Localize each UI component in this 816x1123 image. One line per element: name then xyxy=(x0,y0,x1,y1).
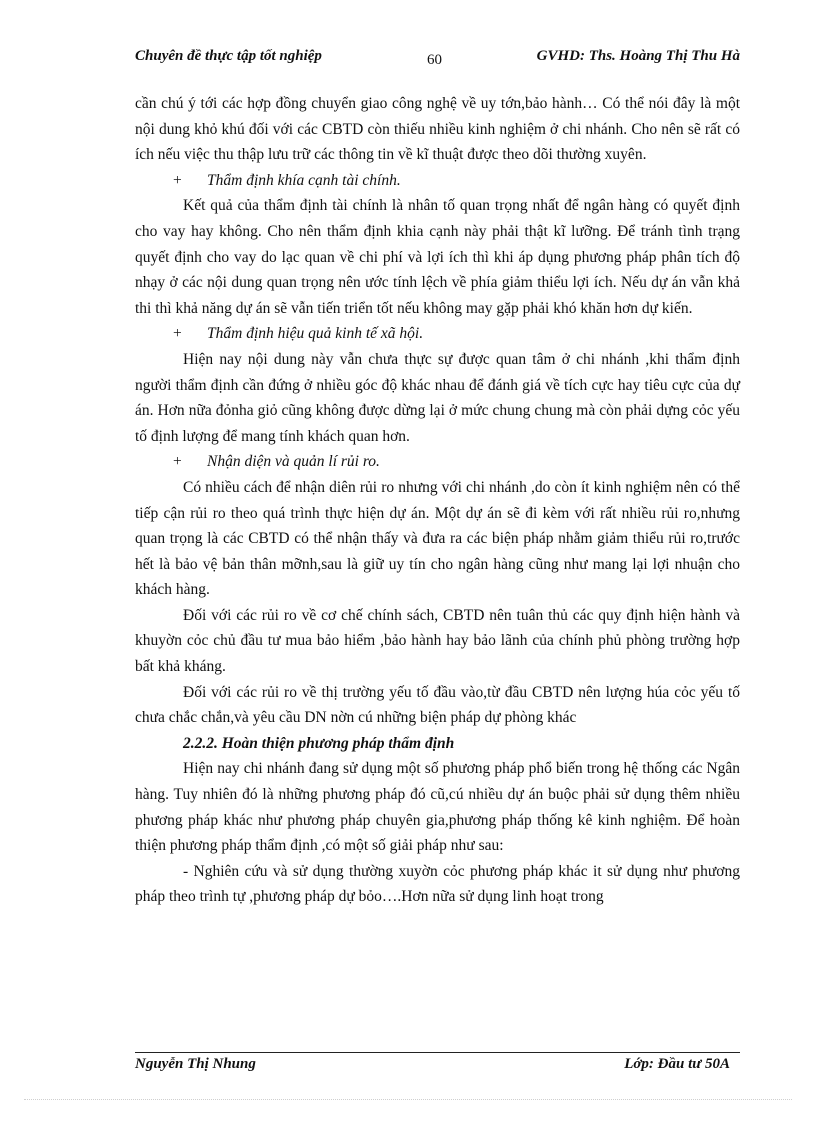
document-body xyxy=(135,91,740,910)
bullet-marker: + xyxy=(173,325,182,343)
footer-author: Nguyễn Thị Nhung xyxy=(135,1056,256,1072)
bullet-heading xyxy=(135,168,740,194)
bullet-marker: + xyxy=(173,453,182,471)
bullet-heading-text: Thẩm định hiệu quả kinh tế xã hội. xyxy=(207,325,424,343)
dash-list-item: - Nghiên cứu và sử dụng thường xuyờn cỏc phương pháp khác it sử dụng như phương pháp theo trình tự ,phương pháp dự bỏo….Hơn nữa sử dụng linh hoạt trong xyxy=(135,862,740,906)
footer-divider xyxy=(135,1052,740,1053)
header-supervisor: GVHD: Ths. Hoàng Thị Thu Hà xyxy=(536,48,740,64)
page-edge-divider xyxy=(24,1099,792,1100)
page-footer xyxy=(135,1056,740,1080)
header-page-number: 60 xyxy=(427,52,442,68)
section-heading: 2.2.2. Hoàn thiện phương pháp thẩm định xyxy=(183,734,455,752)
paragraph: Hiện nay chi nhánh đang sử dụng một số phương pháp phổ biến trong hệ thống các Ngân hàng. Tuy nhiên đó là những phương pháp đó cũ,cú nhiều dự án buộc phải sử dụng thêm nhiều phương pháp khác như phương pháp chuyên gia,phương pháp thống kê kinh nghiệm. Để hoàn thiện phương pháp thẩm định ,có một số giải pháp như sau: xyxy=(135,760,740,855)
bullet-heading-text: Nhận diện và quản lí rủi ro. xyxy=(207,453,380,471)
paragraph: Đối với các rủi ro về thị trường yếu tố đầu vào,từ đầu CBTD nên lượng húa cỏc yếu tố chưa chắc chắn,và yêu cầu DN nờn cú những biện pháp dự phòng khác xyxy=(135,683,740,727)
footer-class: Lớp: Đầu tư 50A xyxy=(624,1056,730,1072)
bullet-heading xyxy=(135,449,740,475)
bullet-heading xyxy=(135,321,740,347)
page-header xyxy=(135,48,740,72)
paragraph: Kết quả của thẩm định tài chính là nhân tố quan trọng nhất để ngân hàng có quyết định cho vay hay không. Cho nên thẩm định khia cạnh này phải thật kĩ lưỡng. Để tránh tình trạng quyết định cho vay do lạc quan về chi phí và lợi ích thì khi áp dụng phương pháp phân tích độ nhạy ở các nội dung quan trọng nên ước tính lệch về phía giảm thiểu lợi ích. Nếu dự án vẫn khả thi thì khả năng dự án sẽ vẫn tiến triển tốt nếu không may gặp phải khó khăn hơn dự kiến. xyxy=(135,197,740,317)
bullet-heading-text: Thẩm định khía cạnh tài chính. xyxy=(207,171,401,189)
header-report-title: Chuyên đề thực tập tốt nghiệp xyxy=(135,48,322,64)
paragraph: Có nhiều cách để nhận diên rủi ro nhưng với chi nhánh ,do còn ít kinh nghiệm nên có thể tiếp cận rủi ro theo quá trình thực hiện dự án. Một dự án sẽ đi kèm với rất nhiều rủi ro,nhưng quan trọng là các CBTD có thể nhận thấy và đưa ra các biện pháp nhằm giảm thiểu rủi ro,trước hết là bảo vệ bản thân mỡnh,sau là giữ uy tín cho ngân hàng cũng như mang lại lợi nhuận cho khách hàng. xyxy=(135,478,740,599)
bullet-marker: + xyxy=(173,171,182,189)
paragraph: Hiện nay nội dung này vẫn chưa thực sự được quan tâm ở chi nhánh ,khi thẩm định người thẩm định cần đứng ở nhiều góc độ khác nhau để đánh giá về tích cực hay tiêu cực của dự án. Hơn nữa đỏnha giỏ cũng không được dừng lại ở mức chung chung mà còn phải dựng cỏc yếu tố định lượng để mang tính khách quan hơn. xyxy=(135,350,740,445)
paragraph: cần chú ý tới các hợp đồng chuyển giao công nghệ về uy tớn,bảo hành… Có thể nói đây là một nội dung khỏ khú đối với các CBTD còn thiếu nhiều kinh nghiệm ở chi nhánh. Cho nên sẽ rất có ích nếu việc thu thập lưu trữ các thông tin về kĩ thuật được theo dõi thường xuyên. xyxy=(135,95,740,164)
paragraph: Đối với các rủi ro về cơ chế chính sách, CBTD nên tuân thủ các quy định hiện hành và khuyờn cỏc chủ đầu tư mua bảo hiểm ,bảo hành hay bảo lãnh của chính phủ phòng trường hợp bất khả kháng. xyxy=(135,606,740,676)
